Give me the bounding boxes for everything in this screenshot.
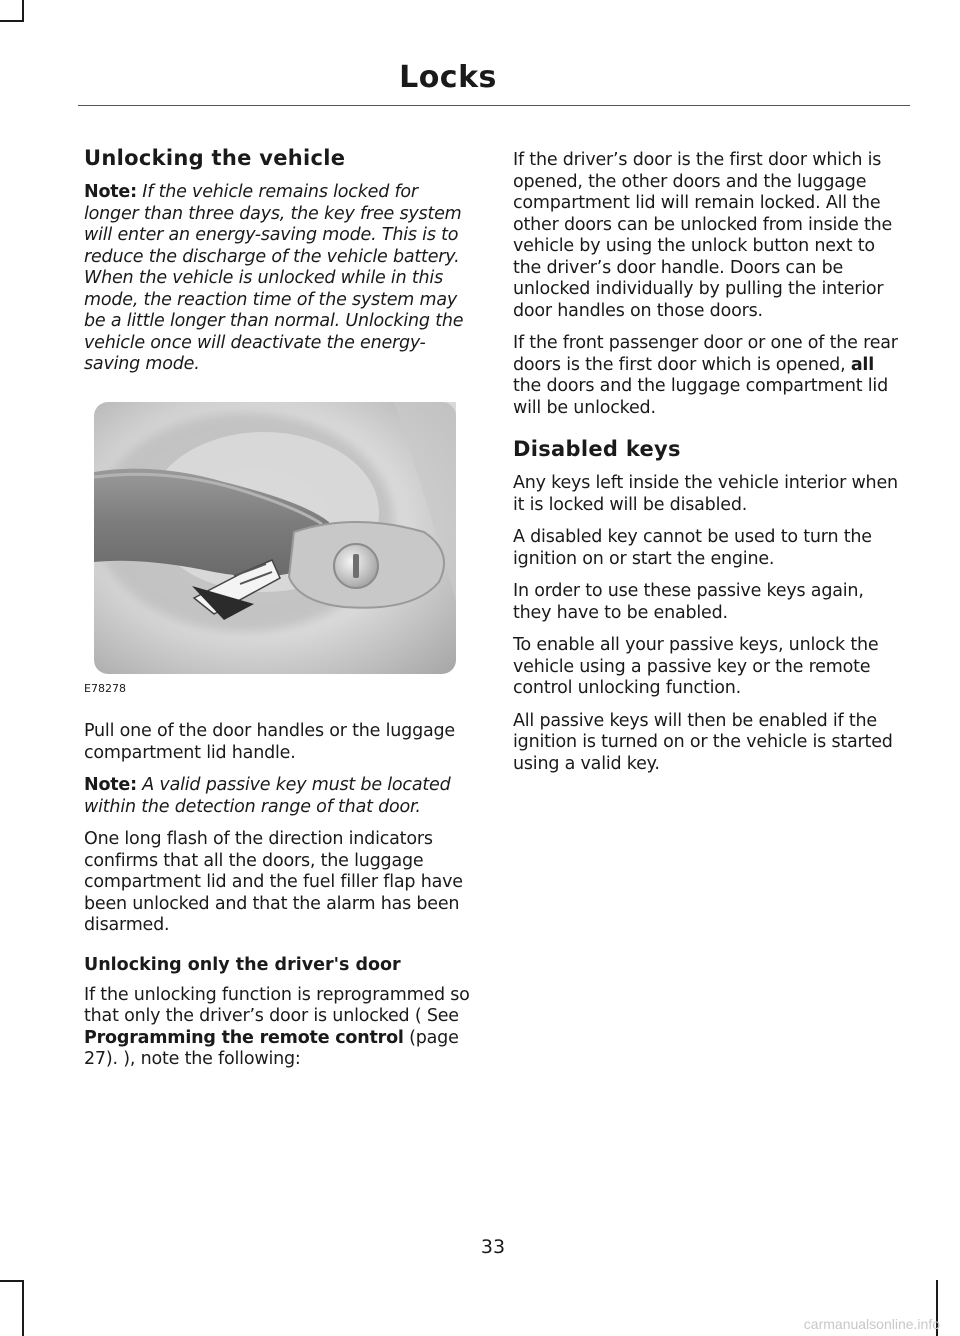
cross-reference-link[interactable]: Programming the remote control	[84, 1027, 404, 1048]
header-rule	[78, 105, 910, 106]
crop-mark-bottom-left-v	[22, 1280, 24, 1336]
note-text: If the vehicle remains locked for longer than three days, the key free system will enter an energy-saving mode. This is to reduce the discharge of the vehicle battery. When the vehicle is unlocked while in this mode, the reaction time of the system may be a little longer than normal. Unlocking the vehicle once will deactivate the energy-saving mode.	[84, 182, 464, 374]
subheading-drivers-door: Unlocking only the driver's door	[84, 954, 401, 975]
page-header-title: Locks	[399, 60, 497, 95]
watermark[interactable]: carmanualsonline.info	[803, 1316, 940, 1332]
door-handle-illustration	[94, 402, 456, 674]
paragraph-drivers-door-first: If the driver’s door is the first door which is opened, the other doors and the luggage compartment lid will remain locked. All the other doors can be unlocked from inside the vehicle by using the unlock button next to the driver’s door handle. Doors can be unlocked individually by pulling the interior door handles on those doors.	[513, 150, 893, 321]
paragraph-pull-handle: Pull one of the door handles or the luggage compartment lid handle.	[84, 721, 455, 763]
note-label: Note:	[84, 182, 137, 202]
note-text: A valid passive key must be located within the detection range of that door.	[84, 775, 451, 817]
paragraph-passenger-door-first	[513, 333, 905, 419]
paragraph-long-flash: One long flash of the direction indicators confirms that all the doors, the luggage compartment lid and the fuel filler flap have been unlocked and that the alarm has been disarmed.	[84, 829, 463, 935]
paragraph-enable-again: In order to use these passive keys again, they have to be enabled.	[513, 581, 864, 623]
door-handle-image	[94, 402, 456, 674]
text-segment: (page 27). ), note the following:	[84, 1027, 459, 1069]
crop-mark-top-left-h	[0, 20, 24, 22]
figure-code: E78278	[84, 681, 126, 695]
text-segment: If the unlocking function is reprogrammed so that only the driver’s door is unlocked ( See	[84, 984, 470, 1026]
note-label: Note:	[84, 775, 137, 795]
emphasis-all: all	[850, 354, 875, 375]
paragraph-disabled-key: A disabled key cannot be used to turn the ignition on or start the engine.	[513, 527, 872, 569]
text-segment: the doors and the luggage compartment lid will be unlocked.	[513, 376, 889, 418]
note-passive-key	[84, 775, 476, 818]
paragraph-keys-left-inside: Any keys left inside the vehicle interior when it is locked will be disabled.	[513, 473, 898, 515]
section-heading-disabled-keys: Disabled keys	[513, 437, 681, 461]
crop-mark-bottom-left-h	[0, 1280, 24, 1282]
left-column	[84, 146, 476, 1082]
paragraph-all-enabled: All passive keys will then be enabled if the ignition is turned on or the vehicle is started using a valid key.	[513, 710, 893, 774]
section-heading-unlocking: Unlocking the vehicle	[84, 146, 346, 170]
text-segment: If the front passenger door or one of the rear doors is the first door which is opened,	[513, 333, 898, 375]
paragraph-enable-all: To enable all your passive keys, unlock the vehicle using a passive key or the remote control unlocking function.	[513, 635, 879, 698]
paragraph-reprogrammed	[84, 985, 476, 1071]
page-number: 33	[480, 1236, 506, 1258]
right-column	[513, 150, 905, 786]
note-energy-saving	[84, 182, 476, 376]
crop-mark-top-left-v	[22, 0, 24, 22]
